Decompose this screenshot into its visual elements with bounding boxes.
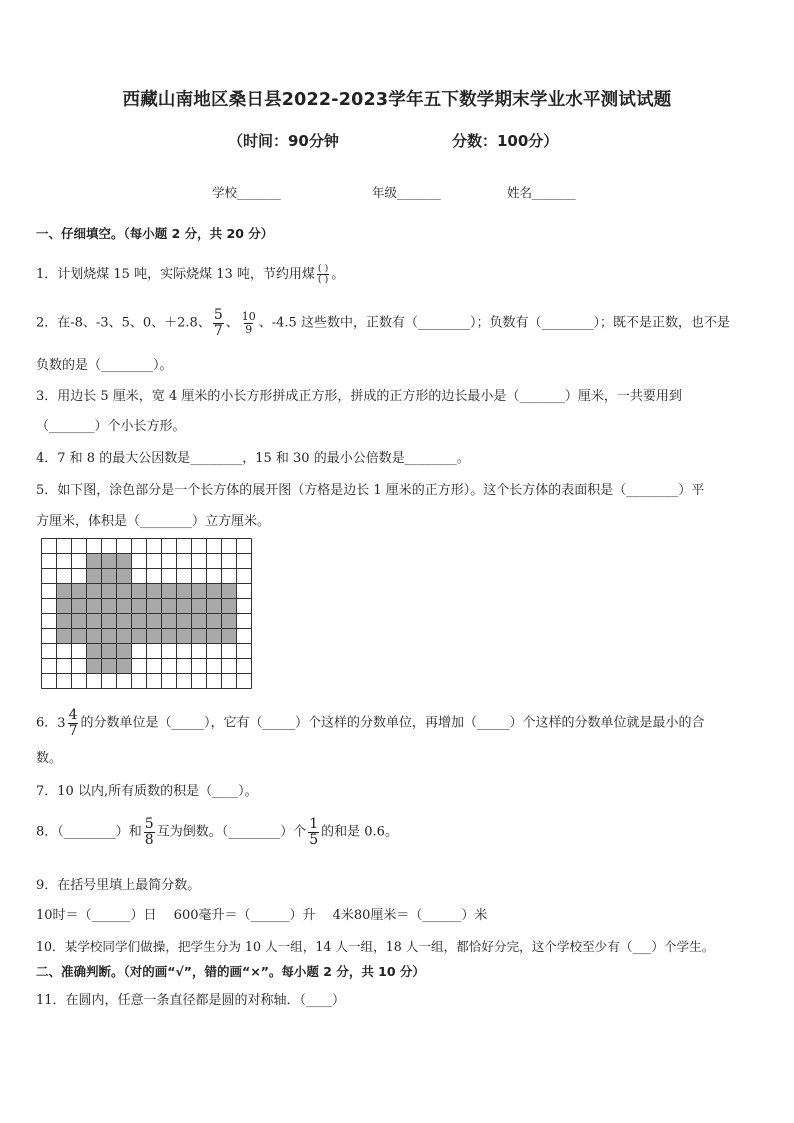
shaded-cell — [207, 599, 222, 614]
shaded-cell — [87, 599, 102, 614]
shaded-cell — [147, 614, 162, 629]
q6-fraction — [68, 708, 79, 738]
grade-field[interactable] — [372, 183, 441, 201]
q8-f2-den: 5 — [309, 831, 319, 848]
shaded-cell — [177, 614, 192, 629]
shaded-cell — [177, 584, 192, 599]
shaded-cell — [192, 629, 207, 644]
question-8 — [36, 817, 398, 847]
shaded-cell — [132, 599, 147, 614]
q1-end: 。 — [331, 267, 345, 282]
shaded-cell — [207, 614, 222, 629]
q8-fraction-5-8 — [144, 817, 155, 847]
q1-text: 1．计划烧煤 15 吨，实际烧煤 13 吨，节约用煤 — [36, 267, 315, 282]
q2-fraction-10-9 — [241, 311, 257, 335]
shaded-cell — [57, 599, 72, 614]
shaded-cell — [117, 554, 132, 569]
shaded-cell — [102, 569, 117, 584]
shaded-cell — [87, 644, 102, 659]
shaded-cell — [87, 554, 102, 569]
shaded-cell — [102, 644, 117, 659]
q6-text-b: 的分数单位是（_____），它有（_____）个这样的分数单位，再增加（_____）个这样的分数单位就是最小的合 — [80, 715, 705, 731]
shaded-cell — [177, 629, 192, 644]
question-5: 5．如下图，涂色部分是一个长方体的展开图（方格是边长 1 厘米的正方形）。这个长方体的表面积是（________）平 — [36, 483, 705, 498]
shaded-cell — [207, 584, 222, 599]
school-blank: _______ — [237, 185, 281, 200]
q2-f2-den: 9 — [245, 322, 253, 336]
question-1 — [36, 263, 344, 285]
shaded-cell — [162, 614, 177, 629]
shaded-cell — [87, 629, 102, 644]
shaded-cell — [222, 614, 237, 629]
question-10: 10．某学校同学们做操，把学生分为 10 人一组，14 人一组，18 人一组，都恰好分完，这个学校至少有（___）个学生。 — [36, 939, 715, 954]
q8-text-b: 互为倒数。（________）个 — [156, 824, 307, 840]
shaded-cell — [177, 599, 192, 614]
shaded-cell — [222, 629, 237, 644]
question-6-cont: 数。 — [36, 751, 63, 766]
shaded-cell — [57, 629, 72, 644]
shaded-cell — [117, 659, 132, 674]
name-blank: _______ — [532, 185, 576, 200]
shaded-cell — [222, 584, 237, 599]
q8-text-c: 的和是 0.6。 — [321, 824, 398, 840]
shaded-cell — [102, 629, 117, 644]
question-6 — [36, 708, 705, 738]
question-4: 4．7 和 8 的最大公因数是________，15 和 30 的最小公倍数是________。 — [36, 451, 470, 466]
grade-label: 年级 — [372, 185, 398, 200]
q8-text-a: 8．（________）和 — [36, 824, 142, 840]
q2-f1-num: 5 — [213, 307, 223, 323]
shaded-cell — [102, 659, 117, 674]
school-label: 学校 — [212, 185, 238, 200]
question-7: 7．10 以内,所有质数的积是（____）。 — [36, 784, 258, 799]
q2-text-b: 、-4.5 这些数中，正数有（________）；负数有（________）；既不是正数，也不是 — [258, 315, 730, 331]
shaded-cell — [132, 614, 147, 629]
question-9: 9．在括号里填上最简分数。 — [36, 878, 201, 893]
question-2 — [36, 308, 730, 338]
shaded-cell — [87, 614, 102, 629]
shaded-cell — [147, 584, 162, 599]
section-1-heading: 一、仔细填空。（每小题 2 分，共 20 分） — [36, 226, 274, 241]
shaded-cell — [102, 614, 117, 629]
shaded-cell — [192, 599, 207, 614]
question-2-cont: 负数的是（________）。 — [36, 358, 173, 373]
shaded-cell — [132, 629, 147, 644]
question-11: 11．在圆内，任意一条直径都是圆的对称轴．（____） — [36, 993, 346, 1008]
section-2-heading: 二、准确判断。（对的画“√”，错的画“×”。每小题 2 分，共 10 分） — [36, 964, 425, 979]
grade-blank: _______ — [397, 185, 441, 200]
q8-fraction-1-5 — [308, 817, 319, 847]
exam-score: 分数：100分） — [452, 132, 559, 150]
shaded-cell — [192, 584, 207, 599]
q1-frac-num: ( ) — [317, 263, 329, 275]
question-9-items: 10时＝（______）日 600毫升＝（______）升 4米80厘米＝（______）米 — [36, 908, 488, 923]
shaded-cell — [222, 599, 237, 614]
shaded-cell — [72, 599, 87, 614]
q6-frac-den: 7 — [68, 722, 78, 739]
q2-f1-den: 7 — [213, 322, 223, 339]
shaded-cell — [147, 629, 162, 644]
shaded-cell — [147, 599, 162, 614]
shaded-cell — [132, 584, 147, 599]
q6-text-a: 6． — [36, 715, 58, 731]
q6-mixed-number — [57, 708, 80, 738]
shaded-cell — [117, 584, 132, 599]
q6-frac-num: 4 — [68, 707, 78, 723]
name-label: 姓名 — [507, 185, 533, 200]
cuboid-net-grid — [40, 537, 252, 692]
q2-f2-num: 10 — [241, 310, 256, 324]
q2-sep: 、 — [225, 315, 239, 331]
shaded-cell — [72, 614, 87, 629]
shaded-cell — [87, 659, 102, 674]
shaded-cell — [102, 584, 117, 599]
question-5-cont: 方厘米，体积是（________）立方厘米。 — [36, 514, 271, 529]
shaded-cell — [102, 599, 117, 614]
shaded-cell — [87, 569, 102, 584]
shaded-cell — [72, 629, 87, 644]
shaded-cell — [162, 584, 177, 599]
question-3: 3．用边长 5 厘米，宽 4 厘米的小长方形拼成正方形，拼成的正方形的边长最小是（_______）厘米，一共要用到 — [36, 389, 682, 404]
shaded-cell — [117, 614, 132, 629]
shaded-cell — [207, 629, 222, 644]
school-field[interactable] — [212, 183, 281, 201]
q8-f1-num: 5 — [144, 816, 154, 832]
shaded-cell — [117, 569, 132, 584]
exam-time: （时间：90分钟 — [228, 132, 339, 150]
shaded-cell — [102, 554, 117, 569]
q6-whole: 3 — [57, 715, 66, 731]
shaded-cell — [162, 599, 177, 614]
shaded-cell — [57, 584, 72, 599]
shaded-cell — [192, 614, 207, 629]
question-3-cont: （_______）个小长方形。 — [36, 419, 186, 434]
q8-f1-den: 8 — [144, 831, 154, 848]
q1-blank-fraction[interactable] — [317, 264, 329, 285]
shaded-cell — [117, 629, 132, 644]
name-field[interactable] — [507, 183, 576, 201]
shaded-cell — [87, 584, 102, 599]
q2-fraction-5-7 — [213, 308, 224, 338]
q1-frac-den: ( ) — [317, 274, 329, 285]
shaded-cell — [162, 629, 177, 644]
shaded-cell — [57, 614, 72, 629]
shaded-cell — [72, 584, 87, 599]
q2-text-a: 2．在-8、-3、5、0、＋2.8、 — [36, 315, 211, 331]
shaded-cell — [117, 644, 132, 659]
q8-f2-num: 1 — [309, 816, 319, 832]
shaded-cell — [117, 599, 132, 614]
page-title: 西藏山南地区桑日县2022-2023学年五下数学期末学业水平测试试题 — [122, 90, 672, 110]
